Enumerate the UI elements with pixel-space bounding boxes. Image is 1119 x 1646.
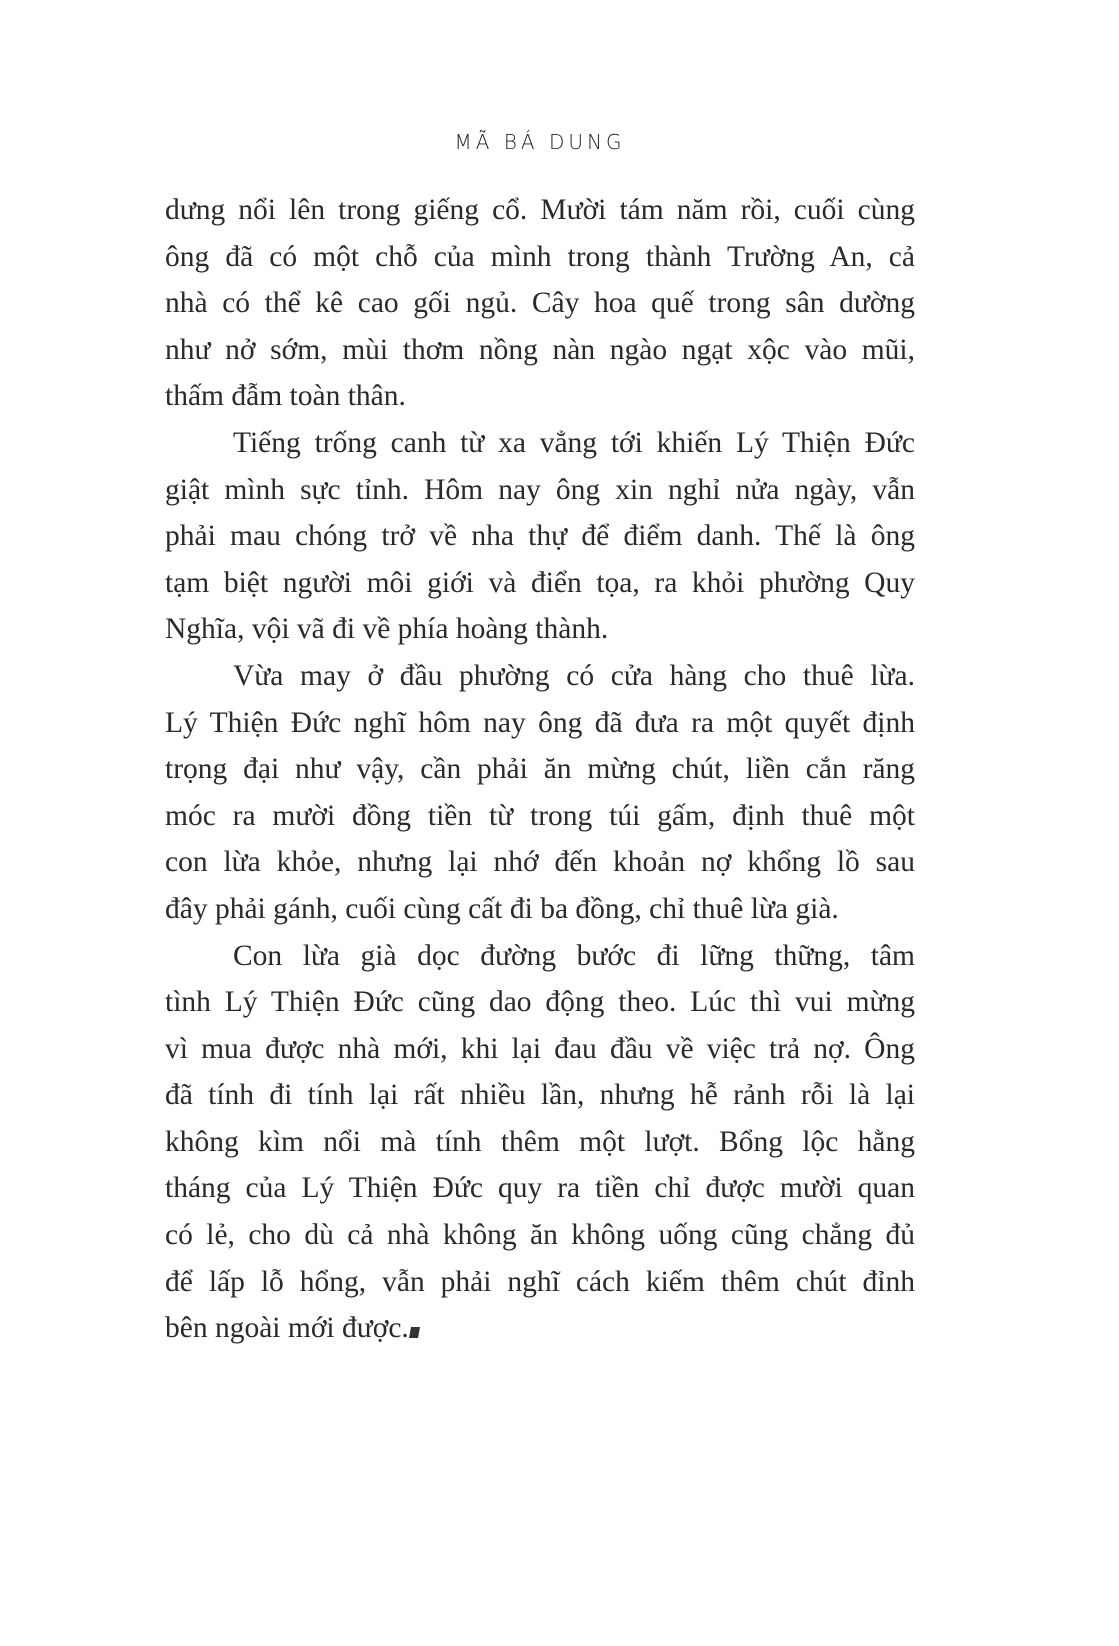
text-line: vì mua được nhà mới, khi lại đau đầu về việc trả nợ. Ông [165,1032,915,1065]
text-line: con lừa khỏe, nhưng lại nhớ đến khoản nợ khổng lồ sau [165,846,915,879]
text-line: phải mau chóng trở về nha thự để điểm danh. Thế là ông [165,520,915,553]
text-line: bên ngoài mới được. [165,1305,915,1352]
text-line: có lẻ, cho dù cả nhà không ăn không uống cũng chẳng đủ [165,1219,915,1252]
paragraph [165,420,915,653]
text-line: Vừa may ở đầu phường có cửa hàng cho thuê lừa. [233,659,915,692]
text-line: đây phải gánh, cuối cùng cất đi ba đồng, chỉ thuê lừa già. [165,892,839,925]
text-line: thấm đẫm toàn thân. [165,380,406,413]
text-line: tháng của Lý Thiện Đức quy ra tiền chỉ được mười quan [165,1172,915,1205]
text-line: tình Lý Thiện Đức cũng dao động theo. Lúc thì vui mừng [165,986,915,1019]
text-line: như nở sớm, mùi thơm nồng nàn ngào ngạt xộc vào mũi, [165,333,915,366]
text-line: Con lừa già dọc đường bước đi lững thững, tâm [233,939,915,972]
text-line: dưng nổi lên trong giếng cổ. Mười tám năm rồi, cuối cùng [165,194,915,226]
end-of-chapter-mark-icon [409,1327,420,1338]
text-line: đã tính đi tính lại rất nhiều lần, nhưng hễ rảnh rỗi là lại [165,1079,915,1112]
paragraph [165,653,915,933]
text-line: trọng đại như vậy, cần phải ăn mừng chút, liền cắn răng [165,753,915,786]
text-line: nhà có thể kê cao gối ngủ. Cây hoa quế trong sân dường [165,287,915,320]
text-line: ông đã có một chỗ của mình trong thành Trường An, cả [165,240,915,273]
paragraph [165,933,915,1352]
body-text [165,187,915,1352]
text-line: không kìm nổi mà tính thêm một lượt. Bổng lộc hằng [165,1125,915,1158]
text-line: Nghĩa, vội vã đi về phía hoàng thành. [165,613,609,646]
text-line: giật mình sực tỉnh. Hôm nay ông xin nghỉ nửa ngày, vẫn [165,473,915,506]
running-header: MÃ BÁ DUNG [454,130,626,154]
text-line: Lý Thiện Đức nghĩ hôm nay ông đã đưa ra một quyết định [165,706,915,739]
text-line: móc ra mười đồng tiền từ trong túi gấm, định thuê một [165,799,915,832]
paragraph [165,187,915,420]
text-line: để lấp lỗ hổng, vẫn phải nghĩ cách kiếm thêm chút đỉnh [165,1265,915,1298]
text-line: tạm biệt người môi giới và điển tọa, ra khỏi phường Quy [165,566,915,599]
text-line: Tiếng trống canh từ xa vẳng tới khiến Lý Thiện Đức [233,426,915,459]
